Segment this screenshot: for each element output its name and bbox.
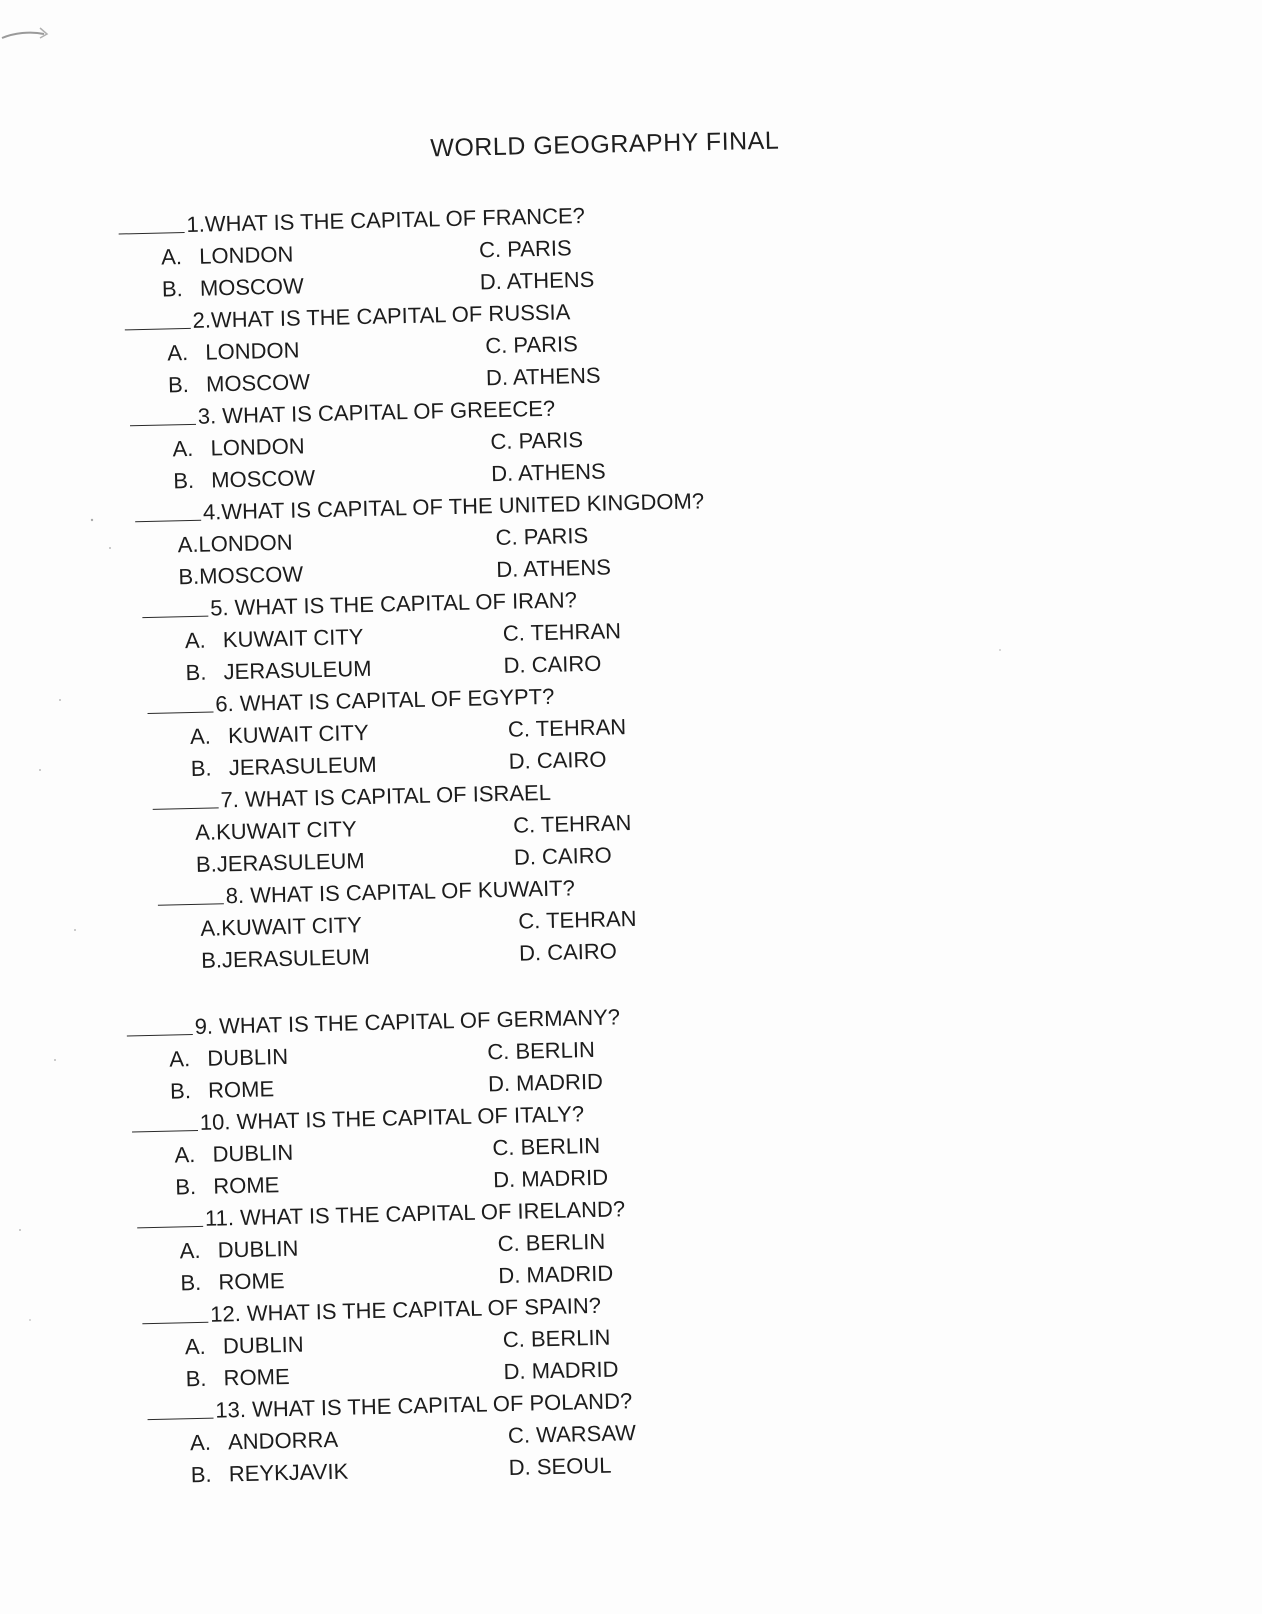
option-c: C. PARIS <box>495 522 589 551</box>
option-text: MOSCOW <box>210 465 316 493</box>
answer-blank[interactable] <box>158 903 224 905</box>
option-text: MOSCOW <box>205 369 311 397</box>
option-text: ROME <box>212 1172 280 1199</box>
question-text: 4.WHAT IS CAPITAL OF THE UNITED KINGDOM? <box>202 488 705 525</box>
exam-title: WORLD GEOGRAPHY FINAL <box>429 126 780 163</box>
option-d: D. MADRID <box>492 1164 609 1193</box>
option-text: KUWAIT CITY <box>222 624 364 653</box>
option-text: KUWAIT CITY <box>215 816 357 845</box>
option-b <box>191 752 377 782</box>
option-d: D. ATHENS <box>485 362 601 391</box>
option-letter: B. <box>167 371 190 398</box>
option-c: C. BERLIN <box>497 1228 606 1257</box>
option-text: DUBLIN <box>222 1331 304 1359</box>
option-a <box>161 242 294 271</box>
option-letter: A. <box>172 435 194 462</box>
option-d: D. MADRID <box>503 1356 619 1385</box>
option-a <box>167 337 300 366</box>
option-a <box>185 624 364 654</box>
option-letter: B. <box>161 276 183 302</box>
answer-blank[interactable] <box>137 1226 203 1228</box>
option-c: C. TEHRAN <box>507 714 627 742</box>
option-text: JERASULEUM <box>228 751 377 781</box>
answer-blank[interactable] <box>125 328 191 330</box>
question-text: 11. WHAT IS THE CAPITAL OF IRELAND? <box>204 1196 626 1231</box>
option-letter: B. <box>178 563 200 590</box>
option-text: ROME <box>223 1363 290 1391</box>
option-b <box>173 465 315 494</box>
option-d: D. ATHENS <box>496 554 612 583</box>
option-letter: A. <box>200 915 222 941</box>
question-text: 9. WHAT IS THE CAPITAL OF GERMANY? <box>194 1004 621 1039</box>
option-letter: A. <box>169 1046 191 1072</box>
answer-blank[interactable] <box>132 1130 198 1132</box>
option-a <box>179 1236 298 1265</box>
option-c: C. TEHRAN <box>518 905 637 934</box>
answer-blank[interactable] <box>130 424 196 426</box>
option-letter: A. <box>189 723 212 750</box>
option-letter: B. <box>172 467 195 494</box>
option-letter: B. <box>190 755 212 782</box>
question-text: 10. WHAT IS THE CAPITAL OF ITALY? <box>199 1101 585 1135</box>
option-letter: A. <box>179 1237 201 1264</box>
option-text: LONDON <box>210 433 305 461</box>
option-text: REYKJAVIK <box>228 1458 349 1487</box>
answer-blank[interactable] <box>142 1322 208 1324</box>
option-a <box>169 1044 288 1073</box>
option-letter: A. <box>167 339 189 366</box>
option-letter: A. <box>184 627 206 654</box>
option-b <box>178 561 303 590</box>
option-letter: B. <box>200 947 223 973</box>
option-letter: B. <box>185 659 207 686</box>
option-d: D. MADRID <box>487 1068 604 1097</box>
question-text: 7. WHAT IS CAPITAL OF ISRAEL <box>220 779 552 813</box>
answer-blank[interactable] <box>153 807 219 809</box>
option-d: D. SEOUL <box>508 1452 612 1480</box>
answer-blank[interactable] <box>127 1034 193 1036</box>
option-letter: A. <box>174 1142 196 1168</box>
answer-blank[interactable] <box>135 520 201 522</box>
option-d: D. CAIRO <box>518 938 618 966</box>
option-c: C. BERLIN <box>487 1036 596 1065</box>
option-text: MOSCOW <box>199 273 305 301</box>
option-letter: B. <box>185 1365 207 1392</box>
option-a <box>172 433 305 462</box>
option-b <box>170 1076 275 1104</box>
question-text: 6. WHAT IS CAPITAL OF EGYPT? <box>215 683 555 717</box>
option-text: JERASULEUM <box>216 848 365 877</box>
option-b <box>185 1364 290 1392</box>
option-letter: B. <box>169 1078 192 1104</box>
option-text: DUBLIN <box>217 1235 299 1263</box>
option-text: ANDORRA <box>227 1426 339 1455</box>
option-a <box>190 1427 339 1456</box>
option-c: C. WARSAW <box>507 1420 637 1448</box>
option-text: LONDON <box>198 529 293 557</box>
option-text: KUWAIT CITY <box>220 912 363 941</box>
option-text: ROME <box>218 1268 285 1295</box>
option-letter: B. <box>175 1174 197 1200</box>
answer-blank[interactable] <box>148 711 214 713</box>
option-letter: B. <box>180 1269 202 1296</box>
option-d: D. MADRID <box>498 1260 614 1289</box>
option-d: D. CAIRO <box>513 842 612 870</box>
option-c: C. PARIS <box>490 427 584 455</box>
option-text: LONDON <box>205 337 300 365</box>
answer-blank[interactable] <box>119 232 185 234</box>
answer-blank[interactable] <box>148 1418 214 1420</box>
option-c: C. PARIS <box>485 331 579 359</box>
question-text: 3. WHAT IS CAPITAL OF GREECE? <box>197 395 556 429</box>
option-b <box>201 944 370 974</box>
option-d: D. CAIRO <box>503 650 602 678</box>
option-b <box>180 1268 285 1296</box>
option-letter: A. <box>184 1333 206 1360</box>
option-b <box>175 1172 280 1200</box>
option-letter: A. <box>160 244 183 270</box>
question-text: 2.WHAT IS THE CAPITAL OF RUSSIA <box>192 299 571 333</box>
option-b <box>191 1459 349 1489</box>
option-text: JERASULEUM <box>221 944 371 973</box>
option-text: DUBLIN <box>212 1139 294 1167</box>
option-letter: A. <box>194 819 217 845</box>
question-text: 12. WHAT IS THE CAPITAL OF SPAIN? <box>209 1292 602 1327</box>
option-b <box>185 656 371 686</box>
option-c: C. PARIS <box>478 235 572 263</box>
option-c: C. BERLIN <box>502 1324 611 1353</box>
option-a <box>174 1140 293 1169</box>
option-letter: B. <box>195 851 218 877</box>
question-text: 13. WHAT IS THE CAPITAL OF POLAND? <box>215 1388 633 1423</box>
option-a <box>177 530 292 559</box>
option-a <box>185 1332 304 1361</box>
option-b <box>168 369 310 398</box>
option-b <box>162 273 304 302</box>
option-c: C. TEHRAN <box>502 618 622 646</box>
option-letter: A. <box>177 531 199 558</box>
option-a <box>190 720 369 750</box>
option-d: D. CAIRO <box>508 746 607 774</box>
option-c: C. TEHRAN <box>512 810 632 838</box>
option-d: D. ATHENS <box>479 266 595 295</box>
option-b <box>196 848 365 878</box>
option-text: JERASULEUM <box>223 655 372 685</box>
question-text: 1.WHAT IS THE CAPITAL OF FRANCE? <box>186 202 586 237</box>
option-c: C. BERLIN <box>492 1132 601 1161</box>
option-text: LONDON <box>198 241 294 269</box>
option-text: KUWAIT CITY <box>227 719 369 749</box>
question-text: 5. WHAT IS THE CAPITAL OF IRAN? <box>209 587 578 621</box>
option-text: DUBLIN <box>207 1043 289 1071</box>
option-d: D. ATHENS <box>490 458 606 487</box>
option-letter: A. <box>189 1429 212 1456</box>
option-text: ROME <box>207 1076 275 1103</box>
question-text: 8. WHAT IS CAPITAL OF KUWAIT? <box>225 875 576 909</box>
option-letter: B. <box>190 1461 212 1488</box>
answer-blank[interactable] <box>142 616 208 618</box>
option-text: MOSCOW <box>198 561 304 589</box>
option-a <box>195 816 357 846</box>
option-a <box>200 912 362 942</box>
